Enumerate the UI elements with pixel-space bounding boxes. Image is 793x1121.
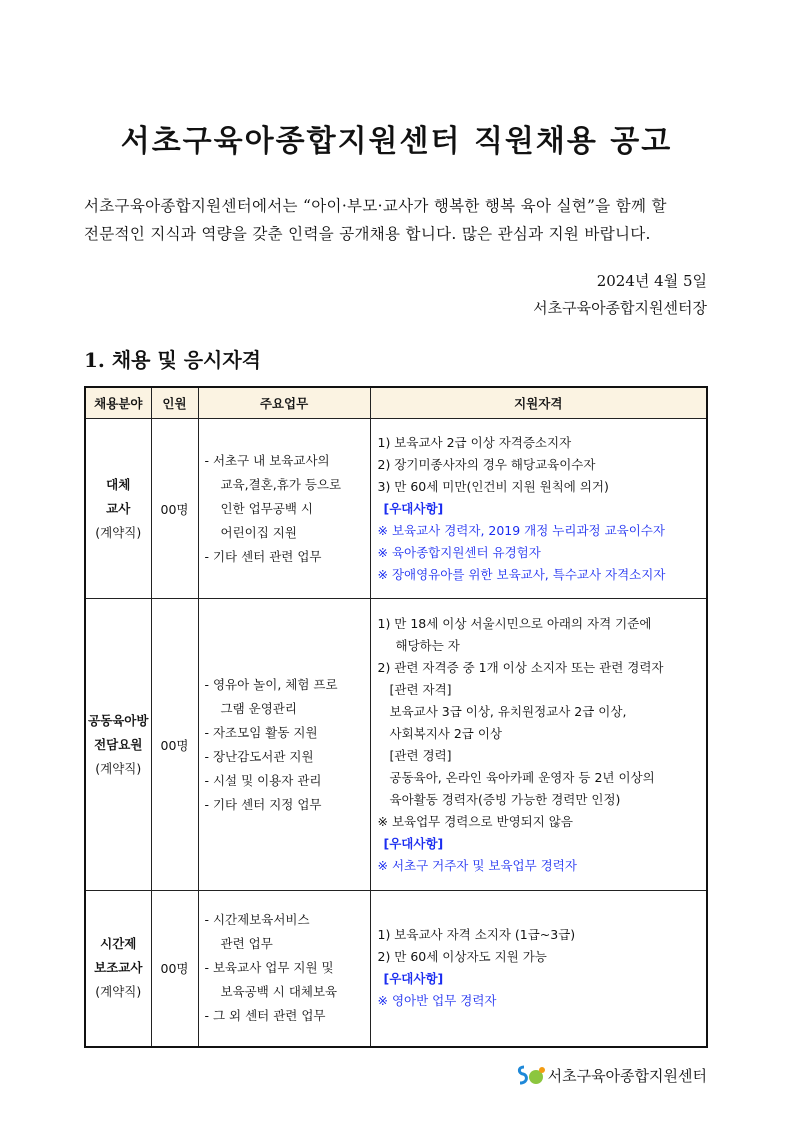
duty-line: - 보육교사 업무 지원 및 (204, 960, 334, 976)
preference-label: [우대사항] (383, 835, 444, 851)
count-cell: 00명 (151, 419, 198, 599)
table-row (85, 891, 707, 1047)
qualification-line: ※ 보육업무 경력으로 반영되지 않음 (377, 813, 573, 829)
qualifications-cell (370, 599, 707, 891)
field-cell (85, 891, 151, 1047)
qualification-line: 2) 장기미종사자의 경우 해당교육이수자 (377, 456, 596, 472)
duty-line: - 서초구 내 보육교사의 (204, 452, 330, 468)
duty-line: 관련 업무 (220, 936, 273, 952)
field-cell (85, 599, 151, 891)
qualification-line: [관련 경력] (389, 747, 452, 763)
center-logo-icon (516, 1064, 548, 1086)
intro-line-2: 전문적인 지식과 역량을 갖춘 인력을 공개채용 합니다. 많은 관심과 지원 바랍니다. (84, 225, 651, 243)
duty-line: - 시설 및 이용자 관리 (204, 772, 322, 788)
duty-line: - 장난감도서관 지원 (204, 748, 314, 764)
duty-line: - 기타 센터 관련 업무 (204, 548, 322, 564)
duty-line: 인한 업무공백 시 (220, 500, 313, 516)
preference-line: ※ 서초구 거주자 및 보육업무 경력자 (377, 857, 577, 873)
count-cell: 00명 (151, 599, 198, 891)
field-name: 공동육아방 (88, 712, 149, 728)
duty-line: 어린이집 지원 (220, 524, 297, 540)
field-name: 대체 (106, 476, 131, 492)
qualification-line: 해당하는 자 (395, 637, 460, 653)
preference-line: ※ 육아종합지원센터 유경험자 (377, 544, 541, 560)
field-name: 시간제 (100, 936, 137, 952)
field-name: 전담요원 (94, 736, 143, 752)
preference-line: ※ 보육교사 경력자, 2019 개정 누리과정 교육이수자 (377, 522, 665, 538)
table-header-row (85, 387, 707, 419)
duty-line: - 자조모임 활동 지원 (204, 724, 318, 740)
duties-cell (198, 599, 370, 891)
qualification-line: 1) 만 18세 이상 서울시민으로 아래의 자격 기준에 (377, 615, 652, 631)
duties-cell (198, 419, 370, 599)
notice-signer: 서초구육아종합지원센터장 (533, 299, 707, 317)
preference-line: ※ 장애영유아를 위한 보육교사, 특수교사 자격소지자 (377, 566, 666, 582)
table-row (85, 419, 707, 599)
duty-line: 보육공백 시 대체보육 (220, 984, 338, 1000)
field-cell (85, 419, 151, 599)
header-qualifications: 지원자격 (370, 387, 707, 419)
footer-logo-text: 서초구육아종합지원센터 (547, 1066, 707, 1085)
header-duties: 주요업무 (198, 387, 370, 419)
duties-cell (198, 891, 370, 1047)
duty-line: - 그 외 센터 관련 업무 (204, 1008, 326, 1024)
qualification-line: 보육교사 3급 이상, 유치원정교사 2급 이상, (389, 703, 627, 719)
qualification-line: 육아활동 경력자(증빙 가능한 경력만 인정) (389, 791, 621, 807)
qualification-line: 2) 관련 자격증 중 1개 이상 소지자 또는 관련 경력자 (377, 659, 664, 675)
duty-line: - 영유아 놀이, 체험 프로 (204, 676, 338, 692)
qualification-line: [관련 자격] (389, 681, 452, 697)
page-title: 서초구육아종합지원센터 직원채용 공고 (120, 124, 673, 159)
duty-line: - 기타 센터 지정 업무 (204, 796, 322, 812)
header-field: 채용분야 (85, 387, 151, 419)
contract-type: (계약직) (95, 524, 142, 540)
preference-label: [우대사항] (383, 971, 444, 987)
field-name: 보조교사 (94, 960, 143, 976)
duty-line: 교육,결혼,휴가 등으로 (220, 476, 342, 492)
qualification-line: 3) 만 60세 미만(인건비 지원 원칙에 의거) (377, 478, 609, 494)
count-cell: 00명 (151, 891, 198, 1047)
preference-label: [우대사항] (383, 500, 444, 516)
section-heading: 1. 채용 및 응시자격 (84, 348, 262, 372)
duty-line: 그램 운영관리 (220, 700, 297, 716)
footer-logo (516, 1064, 707, 1086)
qualification-line: 1) 보육교사 2급 이상 자격증소지자 (377, 434, 572, 450)
qualification-line: 사회복지사 2급 이상 (389, 725, 502, 741)
preference-line: ※ 영아반 업무 경력자 (377, 993, 497, 1009)
header-count: 인원 (151, 387, 198, 419)
qualification-line: 2) 만 60세 이상자도 지원 가능 (377, 949, 547, 965)
recruitment-table (84, 386, 708, 1048)
intro-line-1: 서초구육아종합지원센터에서는 “아이·부모·교사가 행복한 행복 육아 실현”을 함께 할 (84, 197, 667, 215)
qualification-line: 1) 보육교사 자격 소지자 (1급~3급) (377, 927, 576, 943)
field-name: 교사 (106, 500, 131, 516)
qualifications-cell (370, 891, 707, 1047)
notice-date: 2024년 4월 5일 (596, 272, 707, 290)
table-row (85, 599, 707, 891)
duty-line: - 시간제보육서비스 (204, 912, 310, 928)
qualification-line: 공동육아, 온라인 육아카페 운영자 등 2년 이상의 (389, 769, 655, 785)
contract-type: (계약직) (95, 760, 142, 776)
qualifications-cell (370, 419, 707, 599)
contract-type: (계약직) (95, 984, 142, 1000)
